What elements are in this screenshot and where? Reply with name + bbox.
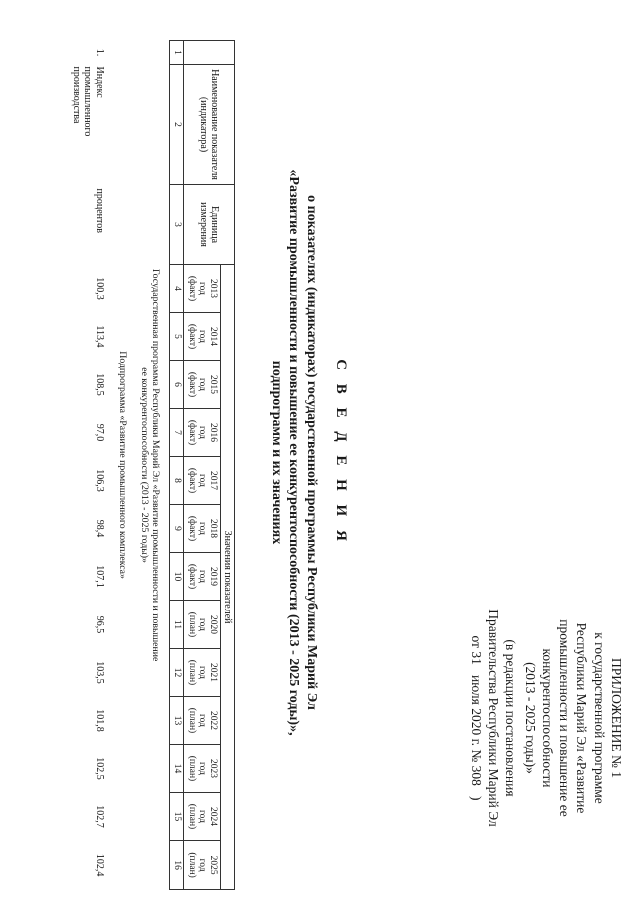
subprogram-title: Подпрограмма «Развитие промышленного комплекса»	[116, 351, 128, 579]
header-year-line: год	[197, 810, 208, 823]
header-year-line: 2023	[207, 759, 218, 778]
table-row	[69, 41, 115, 890]
decree-line	[468, 558, 485, 878]
column-number-cell: 15	[170, 793, 184, 841]
row-value: 113,4	[93, 325, 105, 348]
header-name: Наименование показателя (индикатора)	[183, 65, 234, 185]
header-year-line: (факт)	[186, 419, 197, 446]
column-number-cell: 11	[170, 601, 184, 649]
column-number-cell: 10	[170, 553, 184, 601]
header-year-line: год	[197, 282, 208, 295]
row-value: 106,3	[93, 469, 105, 492]
program-section-title	[137, 41, 170, 890]
appendix-line: конкурентоспособности	[539, 648, 555, 788]
header-year-line: год	[197, 426, 208, 439]
decree-suffix: )	[468, 796, 484, 801]
appendix-line: (в редакции постановления	[503, 639, 519, 797]
header-year-line: год	[197, 522, 208, 535]
header-year-line: 2015	[207, 375, 218, 394]
decree-number: 308	[468, 765, 484, 786]
column-number-cell: 4	[170, 265, 184, 313]
row-value: 102,7	[93, 805, 105, 828]
column-number-cell: 7	[170, 409, 184, 457]
header-year-line: (факт)	[186, 275, 197, 302]
row-name-line: производства	[70, 66, 82, 124]
column-number-cell: 9	[170, 505, 184, 553]
header-year-line: год	[197, 474, 208, 487]
header-year-2016	[183, 409, 220, 457]
header-year-line: (факт)	[186, 563, 197, 590]
indicators-table-wrapper	[69, 40, 235, 885]
indicators-table	[69, 40, 235, 890]
column-number-row	[170, 41, 184, 890]
header-year-line: (план)	[186, 659, 197, 686]
header-year-2019	[183, 553, 220, 601]
appendix-line: промышленности и повышение ее	[557, 619, 573, 817]
header-year-2022	[183, 697, 220, 745]
column-number-cell: 12	[170, 649, 184, 697]
row-value: 102,4	[93, 853, 105, 877]
header-year-line: год	[197, 858, 208, 872]
header-year-line: (план)	[186, 852, 197, 878]
header-year-2017	[183, 457, 220, 505]
header-year-line: (факт)	[186, 515, 197, 542]
header-year-line: год	[197, 378, 208, 391]
header-year-line: 2017	[207, 471, 218, 490]
row-value: 101,8	[93, 709, 105, 732]
appendix-line: ПРИЛОЖЕНИЕ № 1	[609, 657, 624, 779]
document-subtitle-line: подпрограмм и их значениях	[269, 360, 284, 545]
decree-middle: июля 2020 г. №	[468, 674, 484, 763]
header-year-line: (план)	[186, 707, 197, 734]
column-number-cell: 16	[170, 841, 184, 890]
header-values-group: Значения показателей	[220, 265, 234, 890]
column-number-cell: 6	[170, 361, 184, 409]
header-unit: Единица измерения	[183, 185, 234, 265]
header-year-line: (план)	[186, 611, 197, 638]
header-year-line: год	[197, 714, 208, 727]
header-year-line: год	[197, 330, 208, 343]
section-line: Государственная программа Республики Марий Эл «Развитие промышленности и повышение	[150, 268, 162, 662]
header-year-2025	[183, 841, 220, 890]
header-year-2024	[183, 793, 220, 841]
header-year-2020	[183, 601, 220, 649]
column-number-cell: 3	[170, 185, 184, 265]
header-year-line: год	[197, 570, 208, 583]
header-year-line: (факт)	[186, 467, 197, 494]
row-num: 1.	[93, 48, 105, 57]
appendix-line: к государственной программе	[591, 632, 607, 804]
row-value: 102,5	[93, 757, 105, 780]
header-year-2015	[183, 361, 220, 409]
row-value: 98,4	[93, 519, 105, 538]
column-number-cell: 14	[170, 745, 184, 793]
header-year-line: (факт)	[186, 323, 197, 350]
header-year-line: 2020	[207, 615, 218, 634]
header-year-line: 2018	[207, 519, 218, 538]
row-name-line: промышленного	[82, 66, 94, 137]
appendix-line: Правительства Республики Марий Эл	[486, 609, 502, 827]
header-year-line: 2025	[207, 855, 218, 875]
row-value: 97,0	[93, 423, 105, 442]
column-number-cell: 8	[170, 457, 184, 505]
header-year-line: (факт)	[186, 371, 197, 398]
row-value: 96,5	[93, 615, 105, 634]
header-year-line: (план)	[186, 803, 197, 830]
header-year-line: 2014	[207, 327, 218, 346]
header-year-2023	[183, 745, 220, 793]
header-year-2021	[183, 649, 220, 697]
column-number-cell: 2	[170, 65, 184, 185]
decree-prefix: от	[468, 635, 484, 648]
header-year-line: 2022	[207, 711, 218, 730]
row-name-line: Индекс	[93, 66, 105, 98]
header-year-2018	[183, 505, 220, 553]
column-number-cell: 13	[170, 697, 184, 745]
document-title-block	[268, 0, 350, 905]
header-year-line: (план)	[186, 755, 197, 782]
row-value: 100,3	[93, 277, 105, 300]
appendix-line: (2013 - 2025 годы)»	[522, 662, 538, 774]
header-year-line: 2024	[207, 807, 218, 826]
column-number-cell: 5	[170, 313, 184, 361]
header-year-2014	[183, 313, 220, 361]
appendix-block	[468, 558, 625, 878]
document-subtitle-line: «Развитие промышленности и повышение ее конкурентоспособности (2013 - 2025 годы)»,	[286, 169, 302, 736]
header-year-line: 2016	[207, 423, 218, 442]
appendix-line: Республики Марий Эл «Развитие	[574, 622, 590, 814]
decree-day: 31	[468, 651, 484, 665]
row-value: 103,5	[93, 661, 105, 684]
row-value: 108,5	[93, 373, 105, 396]
row-unit: процентов	[93, 188, 105, 233]
header-year-2013	[183, 265, 220, 313]
section-line: ее конкурентоспособности (2013 - 2025 годы)»	[138, 367, 150, 563]
header-num	[183, 41, 234, 65]
header-year-line: год	[197, 762, 208, 775]
subprogram-row	[115, 41, 137, 890]
header-year-line: 2019	[207, 567, 218, 586]
header-year-line: год	[197, 666, 208, 679]
column-number-cell: 1	[170, 41, 184, 65]
document-subtitle-line: о показателях (индикаторах) государственной программы Республики Марий Эл	[304, 195, 319, 710]
row-name	[69, 65, 115, 185]
document-heading: С В Е Д Е Н И Я	[333, 359, 349, 546]
header-year-line: 2021	[207, 663, 218, 682]
row-value: 107,1	[93, 565, 105, 588]
program-section-row	[137, 41, 170, 890]
header-year-line: 2013	[207, 279, 218, 298]
header-year-line: год	[197, 618, 208, 631]
